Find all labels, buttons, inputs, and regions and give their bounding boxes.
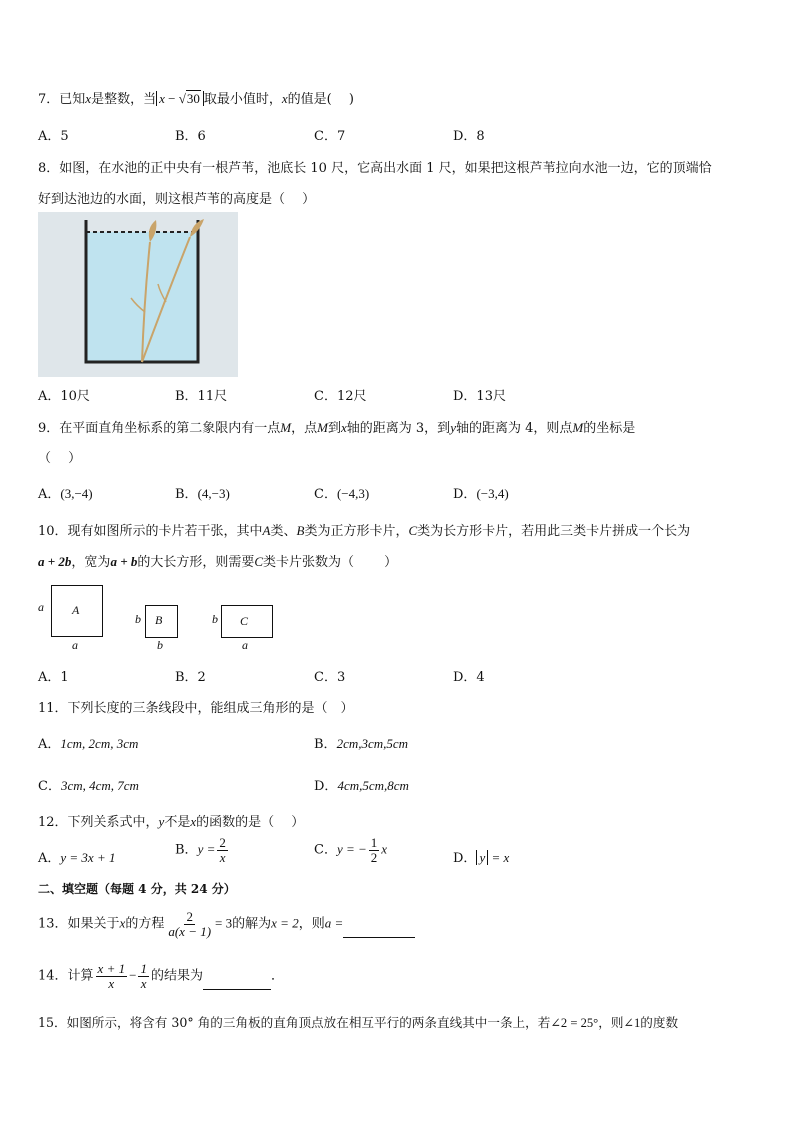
var-M: M xyxy=(572,420,584,435)
var-y: y xyxy=(450,420,456,435)
var-x: x xyxy=(85,91,92,106)
var-M: M xyxy=(280,420,292,435)
q10-option-b: B．2 xyxy=(175,670,206,685)
option-prefix: D． xyxy=(314,779,338,794)
fraction xyxy=(96,962,128,990)
q11-option-d xyxy=(314,775,409,794)
var-x: x xyxy=(190,814,197,829)
option-value: (−3,4) xyxy=(476,486,509,501)
q12-option-d xyxy=(453,847,509,866)
q10-text: ，宽为 xyxy=(71,555,111,570)
q11-option-a xyxy=(38,733,138,752)
fraction xyxy=(166,910,213,938)
card-c-side-label: b xyxy=(212,612,218,626)
q8-option-c: C．12尺 xyxy=(314,389,367,404)
option-value: 1cm, 2cm, 3cm xyxy=(60,736,139,751)
q9-option-c xyxy=(314,483,369,502)
q13-text: 的解为 xyxy=(232,916,272,932)
option-prefix: C． xyxy=(314,487,337,502)
q12-option-b xyxy=(175,836,230,864)
card-a-label: A xyxy=(72,603,80,617)
q8-stem-line2: 好到达池边的水面，则这根芦苇的高度是（ ） xyxy=(38,192,316,207)
angle-2: ∠2 = 25° xyxy=(550,1016,599,1030)
option-value: 3cm, 4cm, 7cm xyxy=(60,778,139,793)
option-prefix: B． xyxy=(175,842,198,858)
section-title: 二、填空题（每题 4 分，共 24 分） xyxy=(38,882,236,896)
fraction-denominator: 2 xyxy=(370,849,378,865)
option-prefix: A． xyxy=(38,487,61,502)
option-prefix: D． xyxy=(453,487,477,502)
q13-text: 13．如果关于 xyxy=(38,916,120,932)
q8-stem-line1: 8．如图，在水池的正中央有一根芦苇，池底长 10 尺，它高出水面 1 尺，如果把这根芦苇拉向水池一边，它的顶端恰 xyxy=(38,161,712,176)
option-prefix: B． xyxy=(314,737,337,752)
q10-text: 10．现有如图所示的卡片若干张，其中 xyxy=(38,524,263,539)
option-tail: = x xyxy=(488,850,510,865)
option-lhs: y = − xyxy=(336,841,367,857)
q9-option-d xyxy=(453,483,509,502)
q9-option-a xyxy=(38,483,93,502)
equals-value: = 3 xyxy=(215,915,233,931)
option-prefix: A． xyxy=(38,851,61,866)
var-M: M xyxy=(317,420,328,435)
q9-text: ，点 xyxy=(291,421,318,436)
q7-text: 取最小值时， xyxy=(203,92,282,107)
fraction xyxy=(138,962,149,990)
pond-reed-figure xyxy=(38,212,238,377)
card-c-label: C xyxy=(240,614,249,628)
fraction-denominator: a(x − 1) xyxy=(168,923,212,939)
q9-text: 到 xyxy=(327,421,341,436)
q7-option-c: C．7 xyxy=(314,129,346,144)
q9-text: 的坐标是 xyxy=(583,421,636,436)
q10-text: 类为正方形卡片， xyxy=(304,524,409,539)
fraction-numerator: 1 xyxy=(140,961,147,976)
q12-stem xyxy=(38,811,304,830)
minus-sign: − xyxy=(164,91,179,106)
option-prefix: C． xyxy=(314,842,337,858)
q10-stem-line2 xyxy=(38,551,397,570)
option-value: 2cm,3cm,5cm xyxy=(336,736,409,751)
option-lhs: y = xyxy=(197,841,216,857)
q10-text: 类、 xyxy=(270,524,297,539)
q13-text: ，则 xyxy=(298,916,325,932)
var-x: x xyxy=(281,91,288,106)
q9-text: 轴的距离为 4，则点 xyxy=(455,421,573,436)
q8-option-a: A．10尺 xyxy=(38,389,90,404)
card-a-side-label: a xyxy=(38,600,44,614)
q10-text: 的大长方形，则需要 xyxy=(137,555,255,570)
option-prefix: C． xyxy=(38,779,61,794)
q7-text: 是整数，当 xyxy=(91,92,157,107)
q15-text: 的度数 xyxy=(640,1015,679,1030)
q15-text: 15．如图所示，将含有 30° 角的三角板的直角顶点放在相互平行的两条直线其中一条上，若 xyxy=(38,1015,551,1030)
var-C: C xyxy=(408,523,418,538)
q7-option-d: D．8 xyxy=(453,129,485,144)
card-c-bottom-label: a xyxy=(242,638,248,652)
solution-expr: x = 2 xyxy=(271,915,299,931)
card-b-side-label: b xyxy=(135,612,141,626)
q10-option-c: C．3 xyxy=(314,670,346,685)
card-b-label: B xyxy=(155,613,163,627)
option-prefix: B． xyxy=(175,487,198,502)
q10-option-d: D．4 xyxy=(453,670,485,685)
fraction-denominator: x xyxy=(219,849,226,865)
q14-text: 14．计算 xyxy=(38,968,94,984)
fraction-denominator: x xyxy=(140,975,147,991)
answer-blank[interactable] xyxy=(203,975,271,990)
width-expr: a + b xyxy=(110,554,138,569)
q7-text: 已知 xyxy=(59,92,86,107)
q14-stem xyxy=(38,962,284,990)
q13-text: 的方程 xyxy=(125,916,165,932)
q7-text: 的值是( ) xyxy=(287,92,354,107)
q14-text: ． xyxy=(270,968,284,984)
q9-text: 9．在平面直角坐标系的第二象限内有一点 xyxy=(38,421,281,436)
q7-option-a: A．5 xyxy=(38,129,69,144)
abs-expression xyxy=(156,91,204,106)
option-value: (3,−4) xyxy=(60,486,93,501)
q12-option-c xyxy=(314,836,387,864)
q9-stem xyxy=(38,417,635,436)
option-prefix: A． xyxy=(38,737,61,752)
var-B: B xyxy=(296,523,305,538)
q7-option-b: B．6 xyxy=(175,129,206,144)
sqrt-value: 30 xyxy=(186,91,200,106)
fraction-numerator: 1 xyxy=(370,835,378,850)
card-a-bottom-label: a xyxy=(72,638,78,652)
q10-text: 类为长方形卡片，若用此三类卡片拼成一个长为 xyxy=(417,524,691,539)
card-b-bottom-label: b xyxy=(157,638,163,652)
var-x: x xyxy=(159,91,165,106)
q8-option-b: B．11尺 xyxy=(175,389,228,404)
fraction xyxy=(369,836,380,864)
q8-option-d: D．13尺 xyxy=(453,389,506,404)
var-y: y xyxy=(158,814,165,829)
fraction xyxy=(217,836,228,864)
q12-option-a xyxy=(38,847,115,866)
fraction-numerator: 2 xyxy=(219,835,226,850)
q10-option-a: A．1 xyxy=(38,670,69,685)
q10-text: 类卡片张数为（ ） xyxy=(263,555,398,570)
var-C: C xyxy=(254,554,264,569)
q11-stem: 11．下列长度的三条线段中，能组成三角形的是（ ） xyxy=(38,701,354,716)
minus-sign: − xyxy=(129,967,137,983)
fraction-numerator: x + 1 xyxy=(97,961,126,976)
q11-option-b xyxy=(314,733,408,752)
angle-1: ∠1 xyxy=(623,1016,641,1030)
q12-text: 12．下列关系式中， xyxy=(38,815,159,830)
fraction-denominator: x xyxy=(108,975,115,991)
var-A: A xyxy=(262,523,271,538)
q15-stem xyxy=(38,1012,678,1031)
q7-number: 7． xyxy=(38,92,60,107)
q11-option-c xyxy=(38,775,139,794)
q9-option-b xyxy=(175,483,230,502)
q9-stem-line2: （ ） xyxy=(38,451,82,466)
option-prefix: D． xyxy=(453,851,477,866)
var-a: a = xyxy=(324,915,344,931)
q15-text: ，则 xyxy=(598,1015,624,1030)
var-x: x xyxy=(119,915,126,931)
option-value: (−4,3) xyxy=(336,486,370,501)
option-tail: x xyxy=(381,841,388,857)
fraction-numerator: 2 xyxy=(186,909,193,924)
q12-text: 的函数的是（ ） xyxy=(196,815,305,830)
option-value: 4cm,5cm,8cm xyxy=(337,778,409,793)
answer-blank[interactable] xyxy=(343,923,415,938)
option-value: (4,−3) xyxy=(197,486,230,501)
sqrt-icon: √ xyxy=(178,91,186,106)
q14-text: 的结果为 xyxy=(150,968,203,984)
q12-text: 不是 xyxy=(164,815,191,830)
q13-stem xyxy=(38,910,415,938)
q10-stem-line1 xyxy=(38,520,690,539)
var-x: x xyxy=(341,420,347,435)
q9-text: 轴的距离为 3，到 xyxy=(346,421,451,436)
abs-expression: y xyxy=(476,850,488,865)
option-value: y = 3x + 1 xyxy=(60,850,116,865)
q7-stem xyxy=(38,88,354,107)
length-expr: a + 2b xyxy=(38,554,72,569)
